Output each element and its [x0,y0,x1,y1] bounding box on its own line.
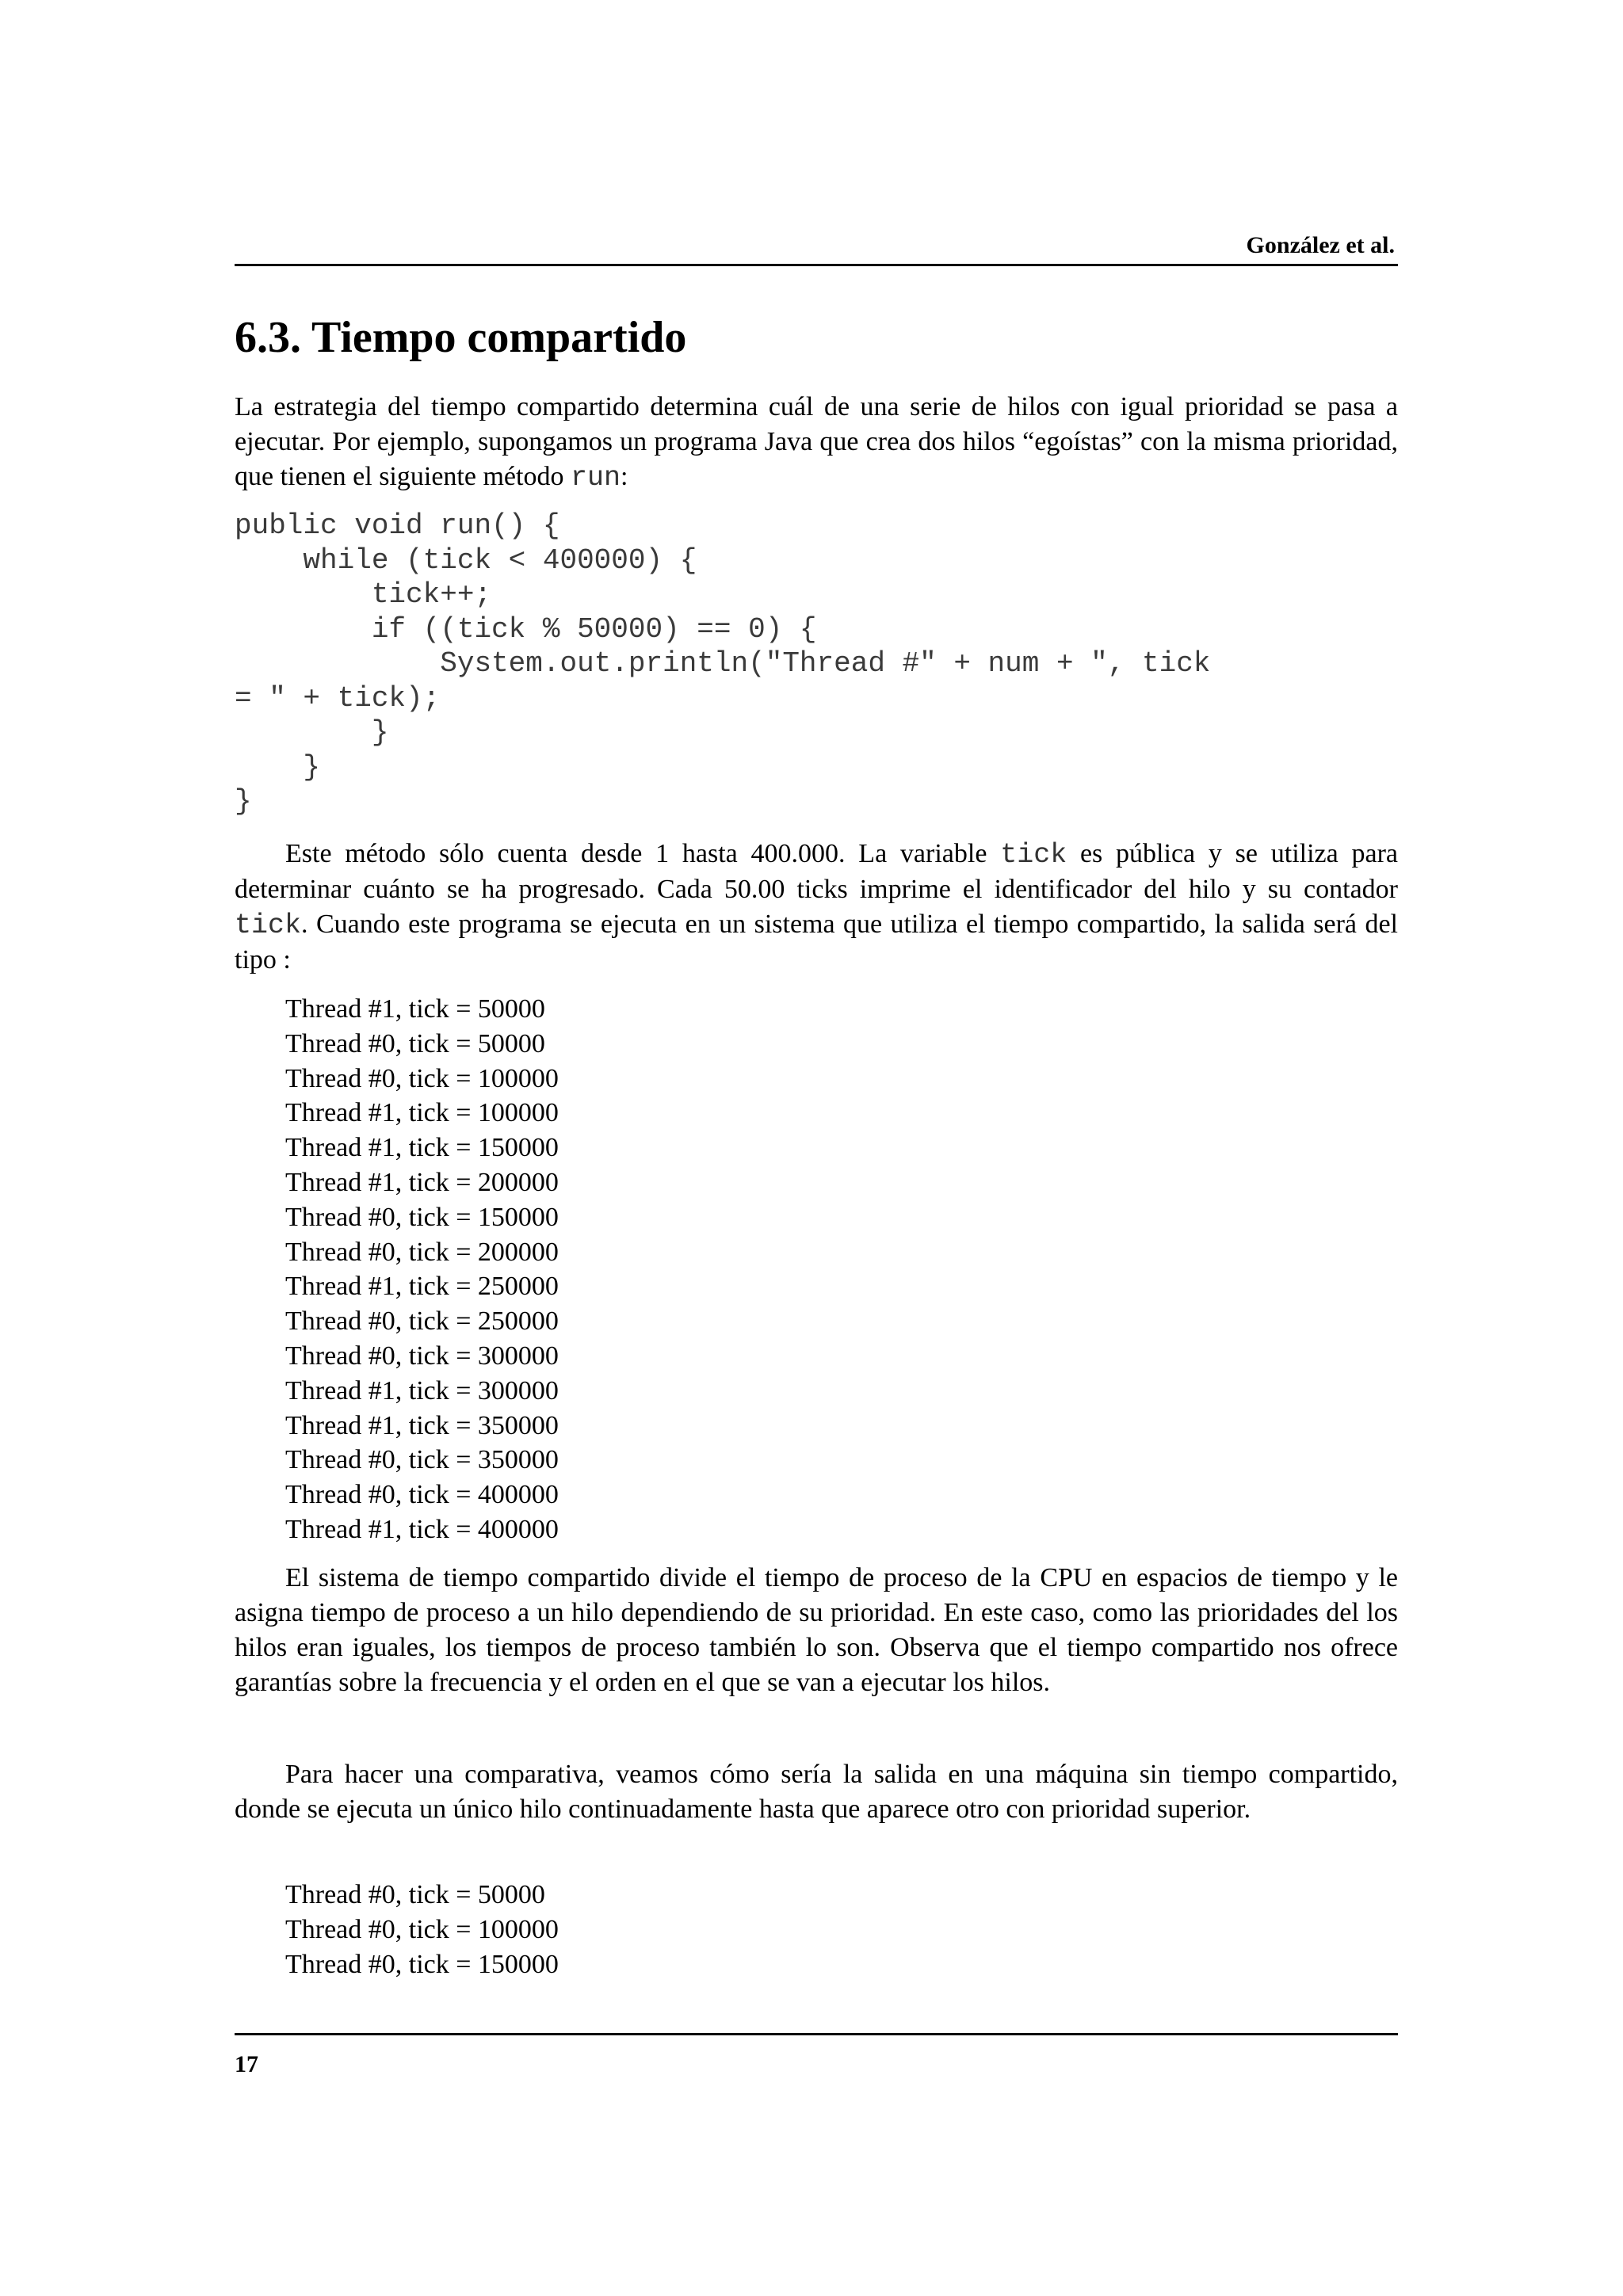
code-line: = " + tick); [235,681,441,715]
output-line: Thread #0, tick = 100000 [285,1914,559,1944]
para2-text-2: es pública y se utiliza para determinar cuánto se ha progresado. Cada 50.00 ticks imprime el identificador del hilo y su contador [235,839,1398,904]
running-header-author: González et al. [1246,232,1395,258]
page-number: 17 [235,2051,258,2077]
code-line: tick++; [235,578,492,611]
output-list-time-sharing [285,992,559,1547]
output-line: Thread #1, tick = 50000 [285,994,545,1024]
output-line: Thread #1, tick = 200000 [285,1167,559,1197]
output-line: Thread #1, tick = 350000 [285,1410,559,1440]
output-list-no-time-sharing [285,1878,559,1981]
intro-text: La estrategia del tiempo compartido determina cuál de una serie de hilos con igual prioridad se pasa a ejecutar. Por ejemplo, supongamos un programa Java que crea dos hilos “egoístas” con la misma prioridad, que tienen el siguiente método [235,392,1398,491]
intro-paragraph-block [235,390,1398,495]
section-title: 6.3. Tiempo compartido [235,313,687,362]
output-line: Thread #0, tick = 100000 [285,1063,559,1093]
output-line: Thread #1, tick = 100000 [285,1098,559,1128]
output-line: Thread #0, tick = 200000 [285,1237,559,1267]
code-block-run-method [235,509,1398,819]
output-line: Thread #0, tick = 400000 [285,1480,559,1510]
output-line: Thread #1, tick = 300000 [285,1375,559,1405]
output-line: Thread #0, tick = 250000 [285,1306,559,1337]
paragraph-method-explanation [235,837,1398,978]
para2-text-1: Este método sólo cuenta desde 1 hasta 400.000. La variable [285,839,1001,868]
inline-code-run: run [570,462,621,494]
paragraph-comparison-block [235,1757,1398,1827]
paragraph-comparison: Para hacer una comparativa, veamos cómo sería la salida en una máquina sin tiempo compartido, donde se ejecuta un único hilo continuadamente hasta que aparece otro con prioridad superior. [235,1760,1398,1824]
code-line: public void run() { [235,509,560,542]
paragraph-time-sharing: El sistema de tiempo compartido divide el tiempo de proceso de la CPU en espacios de tiempo y le asigna tiempo de proceso a un hilo dependiendo de su prioridad. En este caso, como las prioridades del los hilos eran iguales, los tiempos de proceso también lo son. Observa que el tiempo compartido nos ofrece garantías sobre la frecuencia y el orden en el que se van a ejecutar los hilos. [235,1563,1398,1697]
output-line: Thread #0, tick = 300000 [285,1341,559,1371]
code-line: while (tick < 400000) { [235,543,697,577]
paragraph-time-sharing-block [235,1561,1398,1700]
paragraph-method-explanation-block [235,837,1398,978]
output-line: Thread #0, tick = 50000 [285,1880,545,1909]
output-line: Thread #1, tick = 400000 [285,1514,559,1544]
code-line: } [235,785,252,818]
header-rule [235,264,1398,266]
output-line: Thread #0, tick = 50000 [285,1028,545,1058]
output-line: Thread #0, tick = 350000 [285,1445,559,1475]
code-line: if ((tick % 50000) == 0) { [235,612,817,646]
inline-code-tick: tick [235,910,302,941]
intro-end: : [620,462,628,491]
output-line: Thread #1, tick = 150000 [285,1133,559,1163]
footer-rule [235,2033,1398,2035]
code-line: } [235,750,321,784]
output-line: Thread #1, tick = 250000 [285,1272,559,1302]
inline-code-tick: tick [1000,839,1067,871]
intro-paragraph [235,390,1398,495]
code-line: } [235,716,389,749]
output-line: Thread #0, tick = 150000 [285,1949,559,1979]
code-line: System.out.println("Thread #" + num + ", tick [235,647,1211,680]
output-line: Thread #0, tick = 150000 [285,1202,559,1232]
para2-text-3: . Cuando este programa se ejecuta en un sistema que utiliza el tiempo compartido, la salida será del tipo : [235,910,1398,974]
